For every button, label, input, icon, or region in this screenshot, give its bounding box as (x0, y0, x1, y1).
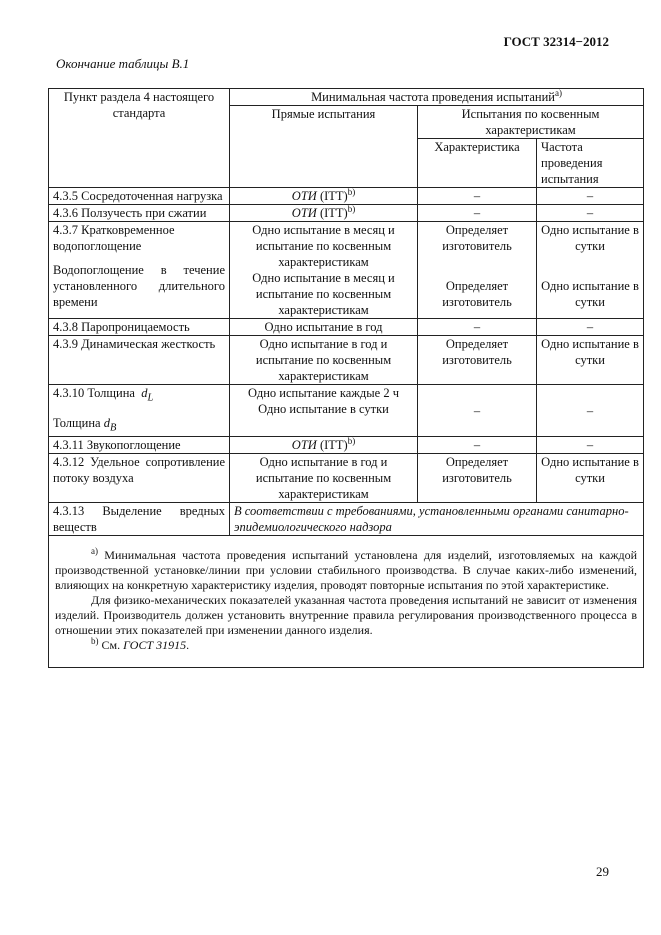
frequency-table (48, 88, 644, 668)
direct-cell: Одно испытание каждые 2 ч Одно испытание в сутки (230, 385, 418, 437)
characteristic-cell: Определяет изготовитель (418, 454, 537, 503)
notes-row (49, 536, 644, 668)
frequency-cell: – (537, 319, 644, 336)
header-indirect-tests: Испытания по косвенным характеристикам (418, 106, 644, 139)
direct-cell: Одно испытание в месяц и испытание по косвенным характеристикам Одно испытание в месяц и испытание по косвенным характеристикам (230, 222, 418, 319)
direct-cell: ОТИ (ITT)$^{b)}$ (230, 205, 418, 222)
frequency-cell: Одно испытание в сутки (537, 454, 644, 503)
frequency-cell: – (537, 437, 644, 454)
header-direct-tests: Прямые испытания (230, 106, 418, 188)
clause-cell: 4.3.5 Сосредоточенная нагрузка (49, 188, 230, 205)
table-row (49, 336, 644, 385)
clause-cell: 4.3.11 Звукопоглощение (49, 437, 230, 454)
characteristic-cell: – (418, 188, 537, 205)
header-frequency: Частота проведения испытания (537, 139, 644, 188)
footnote-a-mark: a) (554, 87, 562, 98)
characteristic-cell: Определяет изготовитель Определяет изготовитель (418, 222, 537, 319)
characteristic-cell: Определяет изготовитель (418, 336, 537, 385)
clause-cell: 4.3.7 Кратковременное водопоглощение Водопоглощение в течение установленного длительного времени (49, 222, 230, 319)
footnote-a-continued: Для физико-механических показателей указанная частота проведения испытаний не зависит от изменения изделий. Производитель должен установить внутренние правила регулирования производственного процесса в отношении этих показателей при изменении данного изделия. (55, 593, 638, 637)
table-row (49, 503, 644, 536)
table-row (49, 319, 644, 336)
clause-cell: 4.3.8 Паропроницаемость (49, 319, 230, 336)
table-row (49, 222, 644, 319)
table-row (49, 437, 644, 454)
header-clause: Пункт раздела 4 настоящего стандарта (49, 89, 230, 188)
header-characteristic: Характеристика (418, 139, 537, 188)
header-min-frequency: Минимальная частота проведения испытаний$^{a)}$ (230, 89, 644, 106)
footnote-a: $^{a)}$ Минимальная частота проведения испытаний установлена для изделий, изготовляемых на каждой производственной установке/линии при условии стабильного производства. В случае каких-либо изменений, влияющих на конкретную характеристику изделия, проводят повторные испытания по этой характеристике. (55, 546, 638, 592)
clause-cell: 4.3.9 Динамическая жесткость (49, 336, 230, 385)
footnote-b: $^{b)}$ См. ГОСТ 31915. (91, 636, 190, 652)
direct-cell: ОТИ (ITT)$^{b)}$ (230, 188, 418, 205)
direct-cell: Одно испытание в год (230, 319, 418, 336)
frequency-cell: Одно испытание в сутки (537, 336, 644, 385)
characteristic-cell: – (418, 205, 537, 222)
characteristic-cell: – (418, 437, 537, 454)
table-row (49, 385, 644, 437)
clause-cell: 4.3.10 Толщина $d_L$ Толщина $d_B$ (49, 385, 230, 437)
table-continuation-caption: Окончание таблицы В.1 (56, 56, 190, 71)
clause-cell: 4.3.13 Выделение вредных веществ (49, 503, 230, 536)
frequency-cell: Одно испытание в сутки Одно испытание в сутки (537, 222, 644, 319)
table-row (49, 188, 644, 205)
frequency-cell: – (537, 205, 644, 222)
clause-cell: 4.3.6 Ползучесть при сжатии (49, 205, 230, 222)
characteristic-cell: – (418, 319, 537, 336)
direct-cell: Одно испытание в год и испытание по косвенным характеристикам (230, 336, 418, 385)
characteristic-cell: – (418, 385, 537, 437)
page-number: 29 (596, 864, 609, 879)
table-row (49, 454, 644, 503)
clause-cell: 4.3.12 Удельное сопротивление потоку воздуха (49, 454, 230, 503)
direct-cell: ОТИ (ITT)$^{b)}$ (230, 437, 418, 454)
footnotes (49, 536, 644, 668)
table-row (49, 205, 644, 222)
direct-cell: Одно испытание в год и испытание по косвенным характеристикам (230, 454, 418, 503)
header-row-1 (49, 89, 644, 106)
requirements-span-cell: В соответствии с требованиями, установленными органами санитарно-эпидемиологического надзора (230, 503, 644, 536)
frequency-cell: – (537, 188, 644, 205)
frequency-cell: – (537, 385, 644, 437)
standard-designation: ГОСТ 32314−2012 (503, 34, 609, 49)
